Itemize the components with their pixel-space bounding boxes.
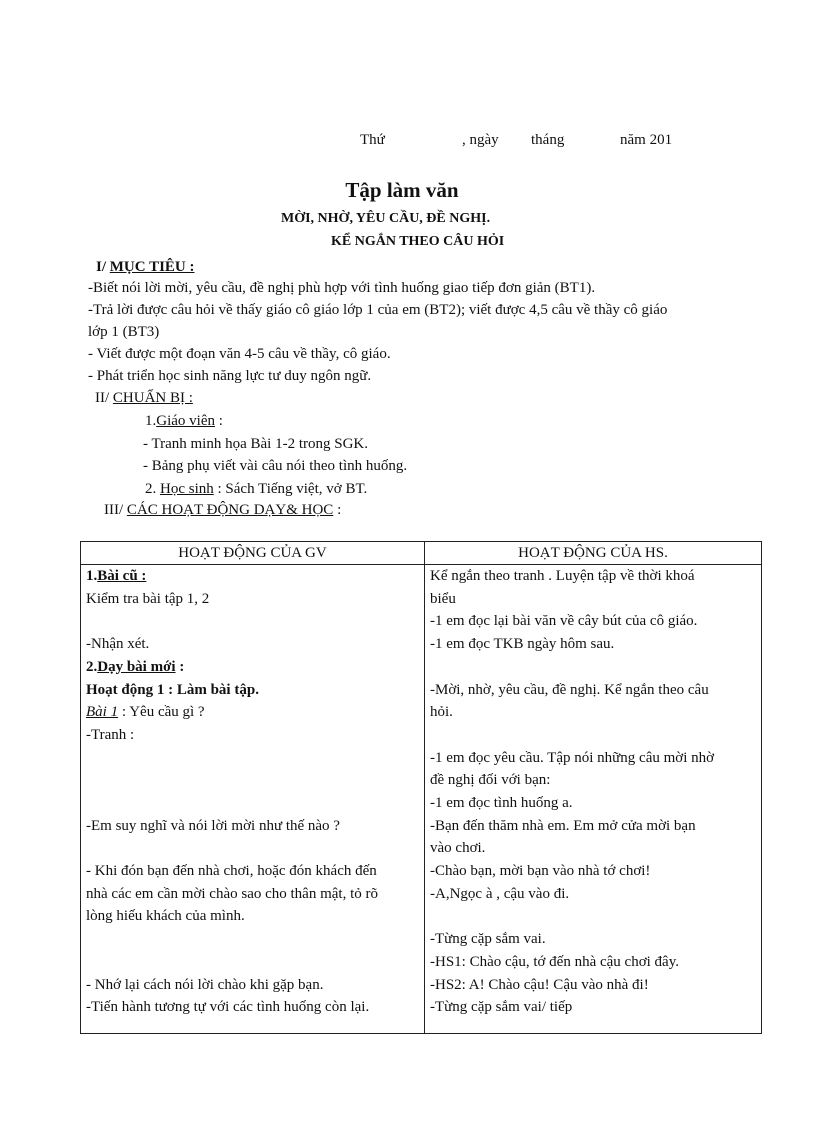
section-3-prefix: III/ bbox=[104, 502, 127, 518]
doc-tinh-huong: -1 em đọc tình huống a. bbox=[430, 795, 573, 811]
ke-ngan-2: biểu bbox=[430, 590, 456, 607]
moi-nho-2: hỏi. bbox=[430, 704, 453, 721]
section-3-heading bbox=[104, 499, 341, 521]
ke-ngan-1: Kể ngắn theo tranh . Luyện tập về thời khoá bbox=[430, 568, 695, 584]
moi-nho-1: -Mời, nhờ, yêu cầu, đề nghị. Kể ngắn theo câu bbox=[430, 681, 709, 698]
hs2: -HS2: A! Chào cậu! Cậu vào nhà đi! bbox=[430, 976, 649, 993]
day-bai-colon: : bbox=[175, 658, 185, 675]
table-header-row bbox=[81, 542, 762, 565]
date-thang: tháng bbox=[531, 132, 565, 148]
bai-cu-num: 1. bbox=[86, 568, 98, 584]
teacher-activities-cell bbox=[81, 565, 425, 1034]
hoat-dong-1: Hoạt động 1 : Làm bài tập. bbox=[86, 681, 259, 698]
ban-den-2: vào chơi. bbox=[430, 840, 486, 857]
objective-line-5: - Phát triển học sinh năng lực tư duy ngôn ngữ. bbox=[88, 368, 372, 384]
doc-yeu-cau-1: -1 em đọc yêu cầu. Tập nói những câu mời nhờ bbox=[430, 749, 715, 766]
tien-hanh: -Tiến hành tương tự với các tình huống còn lại. bbox=[86, 999, 370, 1016]
kiem-tra: Kiểm tra bài tập 1, 2 bbox=[86, 590, 210, 607]
ban-den-1: -Bạn đến thăm nhà em. Em mở cửa mời bạn bbox=[430, 817, 696, 834]
em-suy-nghi: -Em suy nghĩ và nói lời mời như thế nào ? bbox=[86, 817, 340, 834]
objective-line-2: -Trả lời được câu hỏi về thấy giáo cô giáo lớp 1 của em (BT2); viết được 4,5 câu về thầy cô giáo bbox=[88, 302, 668, 318]
header-student: HOẠT ĐỘNG CỦA HS. bbox=[425, 542, 762, 565]
lesson-title: Tập làm văn bbox=[345, 178, 459, 202]
section-2-prefix: II/ bbox=[95, 390, 113, 406]
tranh: -Tranh : bbox=[86, 726, 135, 743]
day-bai: Dạy bài mới bbox=[97, 658, 176, 675]
section-3-title: CÁC HOẠT ĐỘNG DẠY& HỌC bbox=[126, 502, 334, 518]
hs1: -HS1: Chào cậu, tớ đến nhà cậu chơi đây. bbox=[430, 953, 679, 970]
header-teacher: HOẠT ĐỘNG CỦA GV bbox=[81, 542, 425, 565]
section-1-heading bbox=[96, 256, 195, 278]
section-3-suffix: : bbox=[333, 502, 342, 518]
teacher-item-1: - Tranh minh họa Bài 1-2 trong SGK. bbox=[143, 436, 368, 452]
lesson-subtitle-1: MỜI, NHỜ, YÊU CẦU, ĐỀ NGHỊ. bbox=[281, 211, 491, 226]
section-1-title: MỤC TIÊU : bbox=[109, 259, 195, 275]
bai-1-rest: : Yêu cầu gì ? bbox=[118, 704, 205, 721]
day-bai-num: 2. bbox=[86, 658, 98, 675]
date-thu: Thứ bbox=[360, 132, 385, 148]
teacher-item-2: - Bảng phụ viết vài câu nói theo tình huống. bbox=[143, 458, 408, 474]
teacher-label: Giáo viên bbox=[156, 413, 215, 429]
teacher-colon: : bbox=[214, 413, 223, 429]
section-1-prefix: I/ bbox=[96, 259, 110, 275]
doc-tkb: -1 em đọc TKB ngày hôm sau. bbox=[430, 636, 615, 653]
section-2-heading bbox=[95, 387, 193, 409]
activities-table bbox=[80, 541, 762, 1034]
khi-don-3: lòng hiếu khách của mình. bbox=[86, 908, 245, 925]
section-2-title: CHUẨN BỊ : bbox=[112, 390, 193, 406]
bai-cu: Bài cũ : bbox=[97, 568, 147, 584]
nho-lai: - Nhớ lại cách nói lời chào khi gặp bạn. bbox=[86, 976, 324, 993]
student-label: Học sinh bbox=[160, 481, 214, 497]
doc-yeu-cau-2: đề nghị đối với bạn: bbox=[430, 772, 551, 789]
lesson-subtitle-2: KỂ NGẮN THEO CÂU HỎI bbox=[331, 234, 505, 249]
doc-bai-van: -1 em đọc lại bài văn về cây bút của cô giáo. bbox=[430, 613, 698, 630]
chao-ban: -Chào bạn, mời bạn vào nhà tớ chơi! bbox=[430, 863, 651, 880]
student-line bbox=[145, 478, 367, 500]
nhan-xet: -Nhận xét. bbox=[86, 636, 150, 653]
teacher-heading bbox=[145, 410, 223, 432]
khi-don-2: nhà các em cần mời chào sao cho thân mật, tỏ rõ bbox=[86, 885, 378, 902]
tung-cap-tiep: -Từng cặp sắm vai/ tiếp bbox=[430, 999, 573, 1016]
student-num: 2. bbox=[145, 481, 160, 497]
student-activities-cell bbox=[425, 565, 762, 1034]
tung-cap: -Từng cặp sắm vai. bbox=[430, 931, 546, 948]
bai-1: Bài 1 bbox=[86, 704, 119, 721]
date-nam: năm 201 bbox=[620, 132, 673, 148]
teacher-num: 1. bbox=[145, 413, 157, 429]
a-ngoc: -A,Ngọc à , cậu vào đi. bbox=[430, 885, 570, 902]
objective-line-4: - Viết được một đoạn văn 4-5 câu về thầy, cô giáo. bbox=[88, 346, 391, 362]
objective-line-1: -Biết nói lời mời, yêu cầu, đề nghị phù hợp với tình huống giao tiếp đơn giản (BT1). bbox=[88, 280, 596, 296]
date-ngay: , ngày bbox=[462, 132, 499, 148]
objective-line-3: lớp 1 (BT3) bbox=[88, 324, 160, 340]
student-rest: : Sách Tiếng việt, vở BT. bbox=[213, 481, 368, 497]
khi-don-1: - Khi đón bạn đến nhà chơi, hoặc đón khách đến bbox=[86, 863, 377, 880]
table-body-row bbox=[81, 565, 762, 1034]
